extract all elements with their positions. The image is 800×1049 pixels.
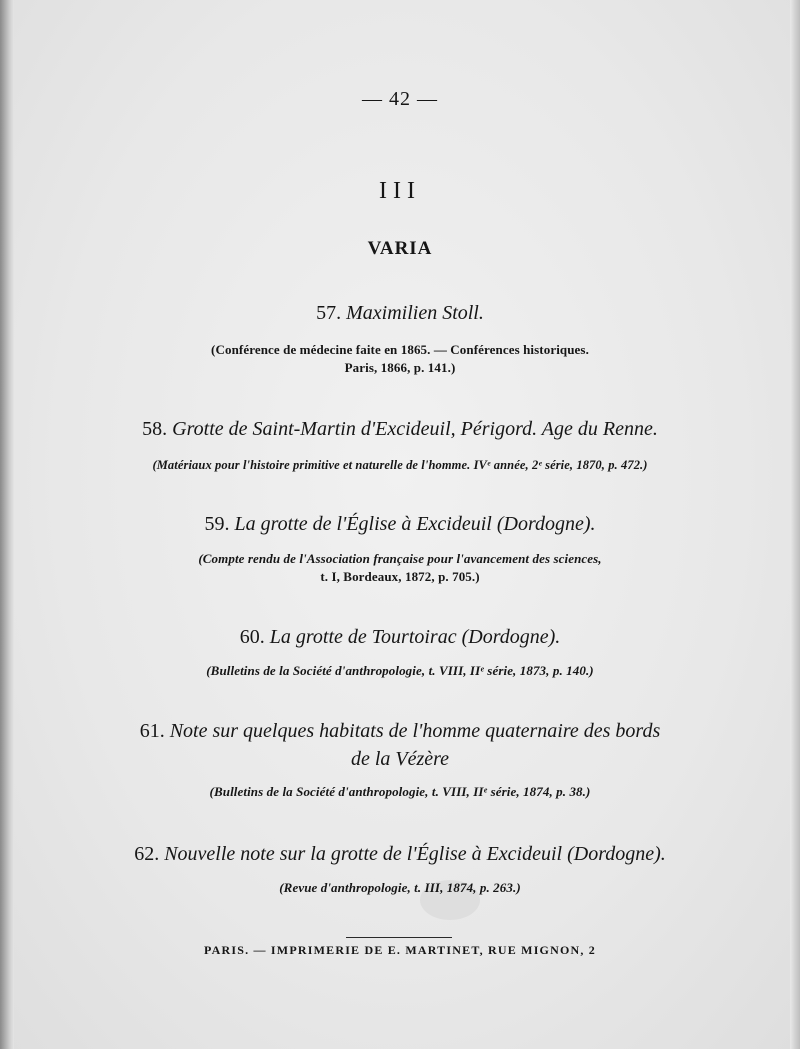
entry-59-ref-line1: (Compte rendu de l'Association française pour l'avancement des sciences, (198, 551, 602, 566)
entry-57-ref-line2: Paris, 1866, p. 141.) (344, 360, 456, 375)
entry-62-title: 62. Nouvelle note sur la grotte de l'Église à Excideuil (Dordogne). (134, 843, 666, 865)
entry-60-title: 60. La grotte de Tourtoirac (Dordogne). (239, 626, 561, 648)
footer-rule (346, 937, 452, 938)
section-title: VARIA (367, 238, 433, 259)
entry-57-ref-line1: (Conférence de médecine faite en 1865. — Conférences historiques. (211, 342, 589, 357)
printer-colophon: PARIS. — IMPRIMERIE DE E. MARTINET, RUE MIGNON, 2 (204, 943, 596, 957)
entry-58-ref: (Matériaux pour l'histoire primitive et naturelle de l'homme. IVᵉ année, 2ᵉ série, 1870, p. 472.) (152, 458, 648, 472)
entry-60-ref: (Bulletins de la Société d'anthropologie, t. VIII, IIᵉ série, 1873, p. 140.) (206, 663, 594, 678)
section-number: III (379, 178, 421, 204)
entry-59-ref-line2: t. I, Bordeaux, 1872, p. 705.) (320, 569, 480, 584)
entry-61-title-line2: de la Vézère (350, 748, 450, 770)
entry-61-title: 61. Note sur quelques habitats de l'homme quaternaire des bords (139, 720, 661, 742)
entry-62-ref: (Revue d'anthropologie, t. III, 1874, p. 263.) (279, 880, 521, 895)
entry-59-title: 59. La grotte de l'Église à Excideuil (Dordogne). (204, 513, 596, 535)
entry-61-ref: (Bulletins de la Société d'anthropologie, t. VIII, IIᵉ série, 1874, p. 38.) (209, 784, 591, 799)
page-number: — 42 — (362, 88, 438, 110)
entry-58-title: 58. Grotte de Saint-Martin d'Excideuil, Périgord. Age du Renne. (142, 418, 658, 440)
entry-57-title: 57. Maximilien Stoll. (316, 302, 484, 324)
